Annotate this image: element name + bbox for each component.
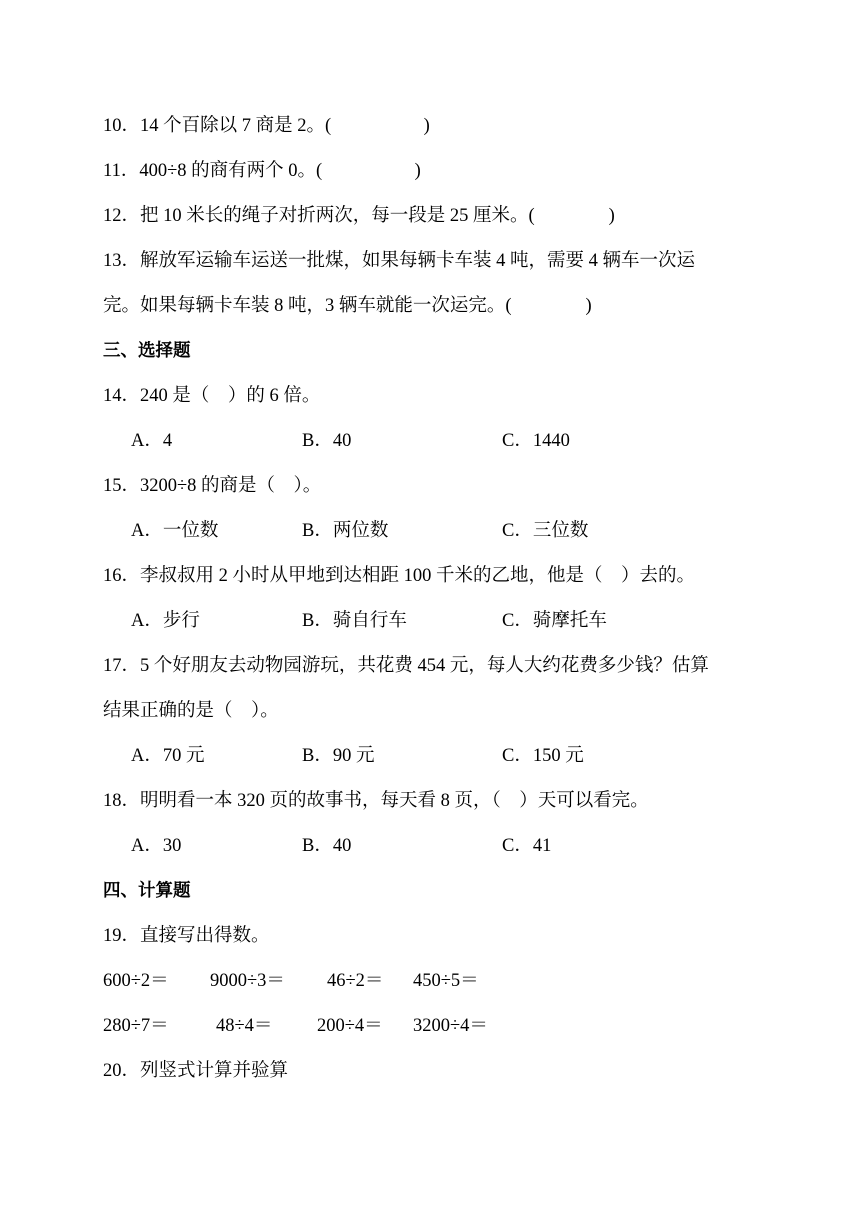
question-10: 10．14 个百除以 7 商是 2。( ) bbox=[103, 116, 430, 136]
question-19: 19．直接写出得数。 bbox=[103, 926, 270, 946]
option-c: C．1440 bbox=[502, 431, 570, 451]
question-13-line-1: 13．解放军运输车运送一批煤，如果每辆卡车装 4 吨，需要 4 辆车一次运 bbox=[103, 251, 696, 271]
calc-item: 9000÷3＝ bbox=[210, 971, 285, 991]
option-c: C．150 元 bbox=[502, 746, 584, 766]
option-b: B．90 元 bbox=[302, 746, 375, 766]
calc-item: 46÷2＝ bbox=[327, 971, 384, 991]
option-c: C．三位数 bbox=[502, 521, 589, 541]
option-b: B．40 bbox=[302, 431, 352, 451]
question-18: 18．明明看一本 320 页的故事书，每天看 8 页，（ ）天可以看完。 bbox=[103, 791, 649, 811]
question-14: 14．240 是（ ）的 6 倍。 bbox=[103, 386, 321, 406]
option-a: A．步行 bbox=[131, 611, 200, 631]
section-heading-choice: 三、选择题 bbox=[103, 341, 191, 361]
question-17-line-1: 17．5 个好朋友去动物园游玩，共花费 454 元，每人大约花费多少钱？估算 bbox=[103, 656, 709, 676]
question-11: 11．400÷8 的商有两个 0。( ) bbox=[103, 161, 421, 181]
calc-item: 280÷7＝ bbox=[103, 1016, 169, 1036]
calc-item: 3200÷4＝ bbox=[413, 1016, 488, 1036]
section-heading-calculation: 四、计算题 bbox=[103, 881, 191, 901]
option-a: A．一位数 bbox=[131, 521, 219, 541]
option-a: A．30 bbox=[131, 836, 182, 856]
calc-item: 48÷4＝ bbox=[216, 1016, 273, 1036]
question-12: 12．把 10 米长的绳子对折两次，每一段是 25 厘米。( ) bbox=[103, 206, 615, 226]
option-a: A．4 bbox=[131, 431, 173, 451]
option-c: C．41 bbox=[502, 836, 552, 856]
question-20: 20．列竖式计算并验算 bbox=[103, 1061, 289, 1081]
option-a: A．70 元 bbox=[131, 746, 205, 766]
option-b: B．骑自行车 bbox=[302, 611, 407, 631]
calc-item: 200÷4＝ bbox=[317, 1016, 383, 1036]
option-b: B．40 bbox=[302, 836, 352, 856]
option-c: C．骑摩托车 bbox=[502, 611, 607, 631]
calc-item: 600÷2＝ bbox=[103, 971, 169, 991]
question-15: 15．3200÷8 的商是（ ）。 bbox=[103, 476, 322, 496]
question-17-line-2: 结果正确的是（ ）。 bbox=[103, 701, 279, 721]
question-13-line-2: 完。如果每辆卡车装 8 吨，3 辆车就能一次运完。( ) bbox=[103, 296, 592, 316]
question-16: 16．李叔叔用 2 小时从甲地到达相距 100 千米的乙地，他是（ ）去的。 bbox=[103, 566, 696, 586]
option-b: B．两位数 bbox=[302, 521, 389, 541]
calc-item: 450÷5＝ bbox=[413, 971, 479, 991]
